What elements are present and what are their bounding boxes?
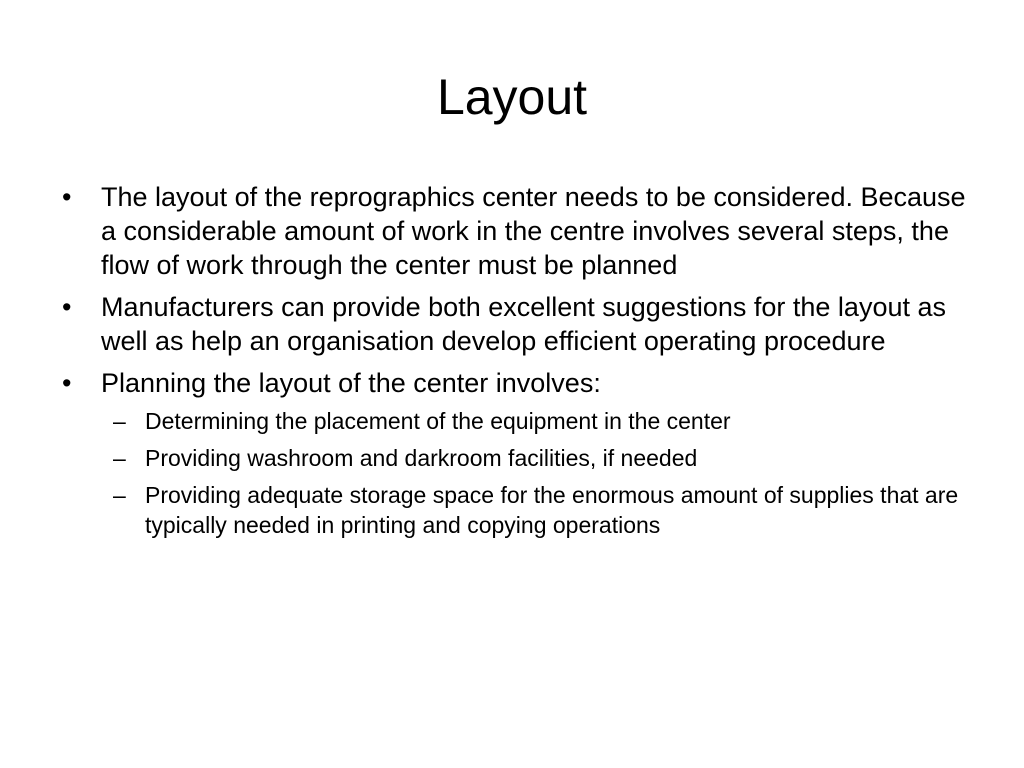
bullet-text: Planning the layout of the center involves:	[101, 368, 601, 398]
dash-icon: –	[113, 482, 126, 508]
bullet-item	[56, 366, 966, 540]
bullet-text: Manufacturers can provide both excellent suggestions for the layout as well as help an organisation develop efficient operating procedure	[101, 292, 946, 356]
sub-bullet-list	[101, 406, 966, 540]
dash-icon: –	[113, 445, 126, 471]
bullet-icon: •	[62, 292, 72, 322]
sub-bullet-text: Determining the placement of the equipment in the center	[145, 408, 731, 434]
dash-icon: –	[113, 408, 126, 434]
sub-bullet-text: Providing adequate storage space for the enormous amount of supplies that are typically needed in printing and copying operations	[145, 482, 959, 538]
sub-bullet-text: Providing washroom and darkroom facilities, if needed	[145, 445, 698, 471]
bullet-text: The layout of the reprographics center needs to be considered. Because a considerable amount of work in the centre involves several steps, the flow of work through the center must be planned	[101, 182, 966, 280]
bullet-item	[56, 290, 966, 358]
bullet-list	[56, 180, 966, 540]
sub-bullet-item	[101, 406, 966, 436]
sub-bullet-item	[101, 480, 966, 540]
sub-bullet-item	[101, 443, 966, 473]
bullet-item	[56, 180, 966, 282]
bullet-icon: •	[62, 368, 72, 398]
slide-title: Layout	[436, 69, 588, 125]
bullet-icon: •	[62, 182, 72, 212]
slide-content	[56, 180, 966, 548]
